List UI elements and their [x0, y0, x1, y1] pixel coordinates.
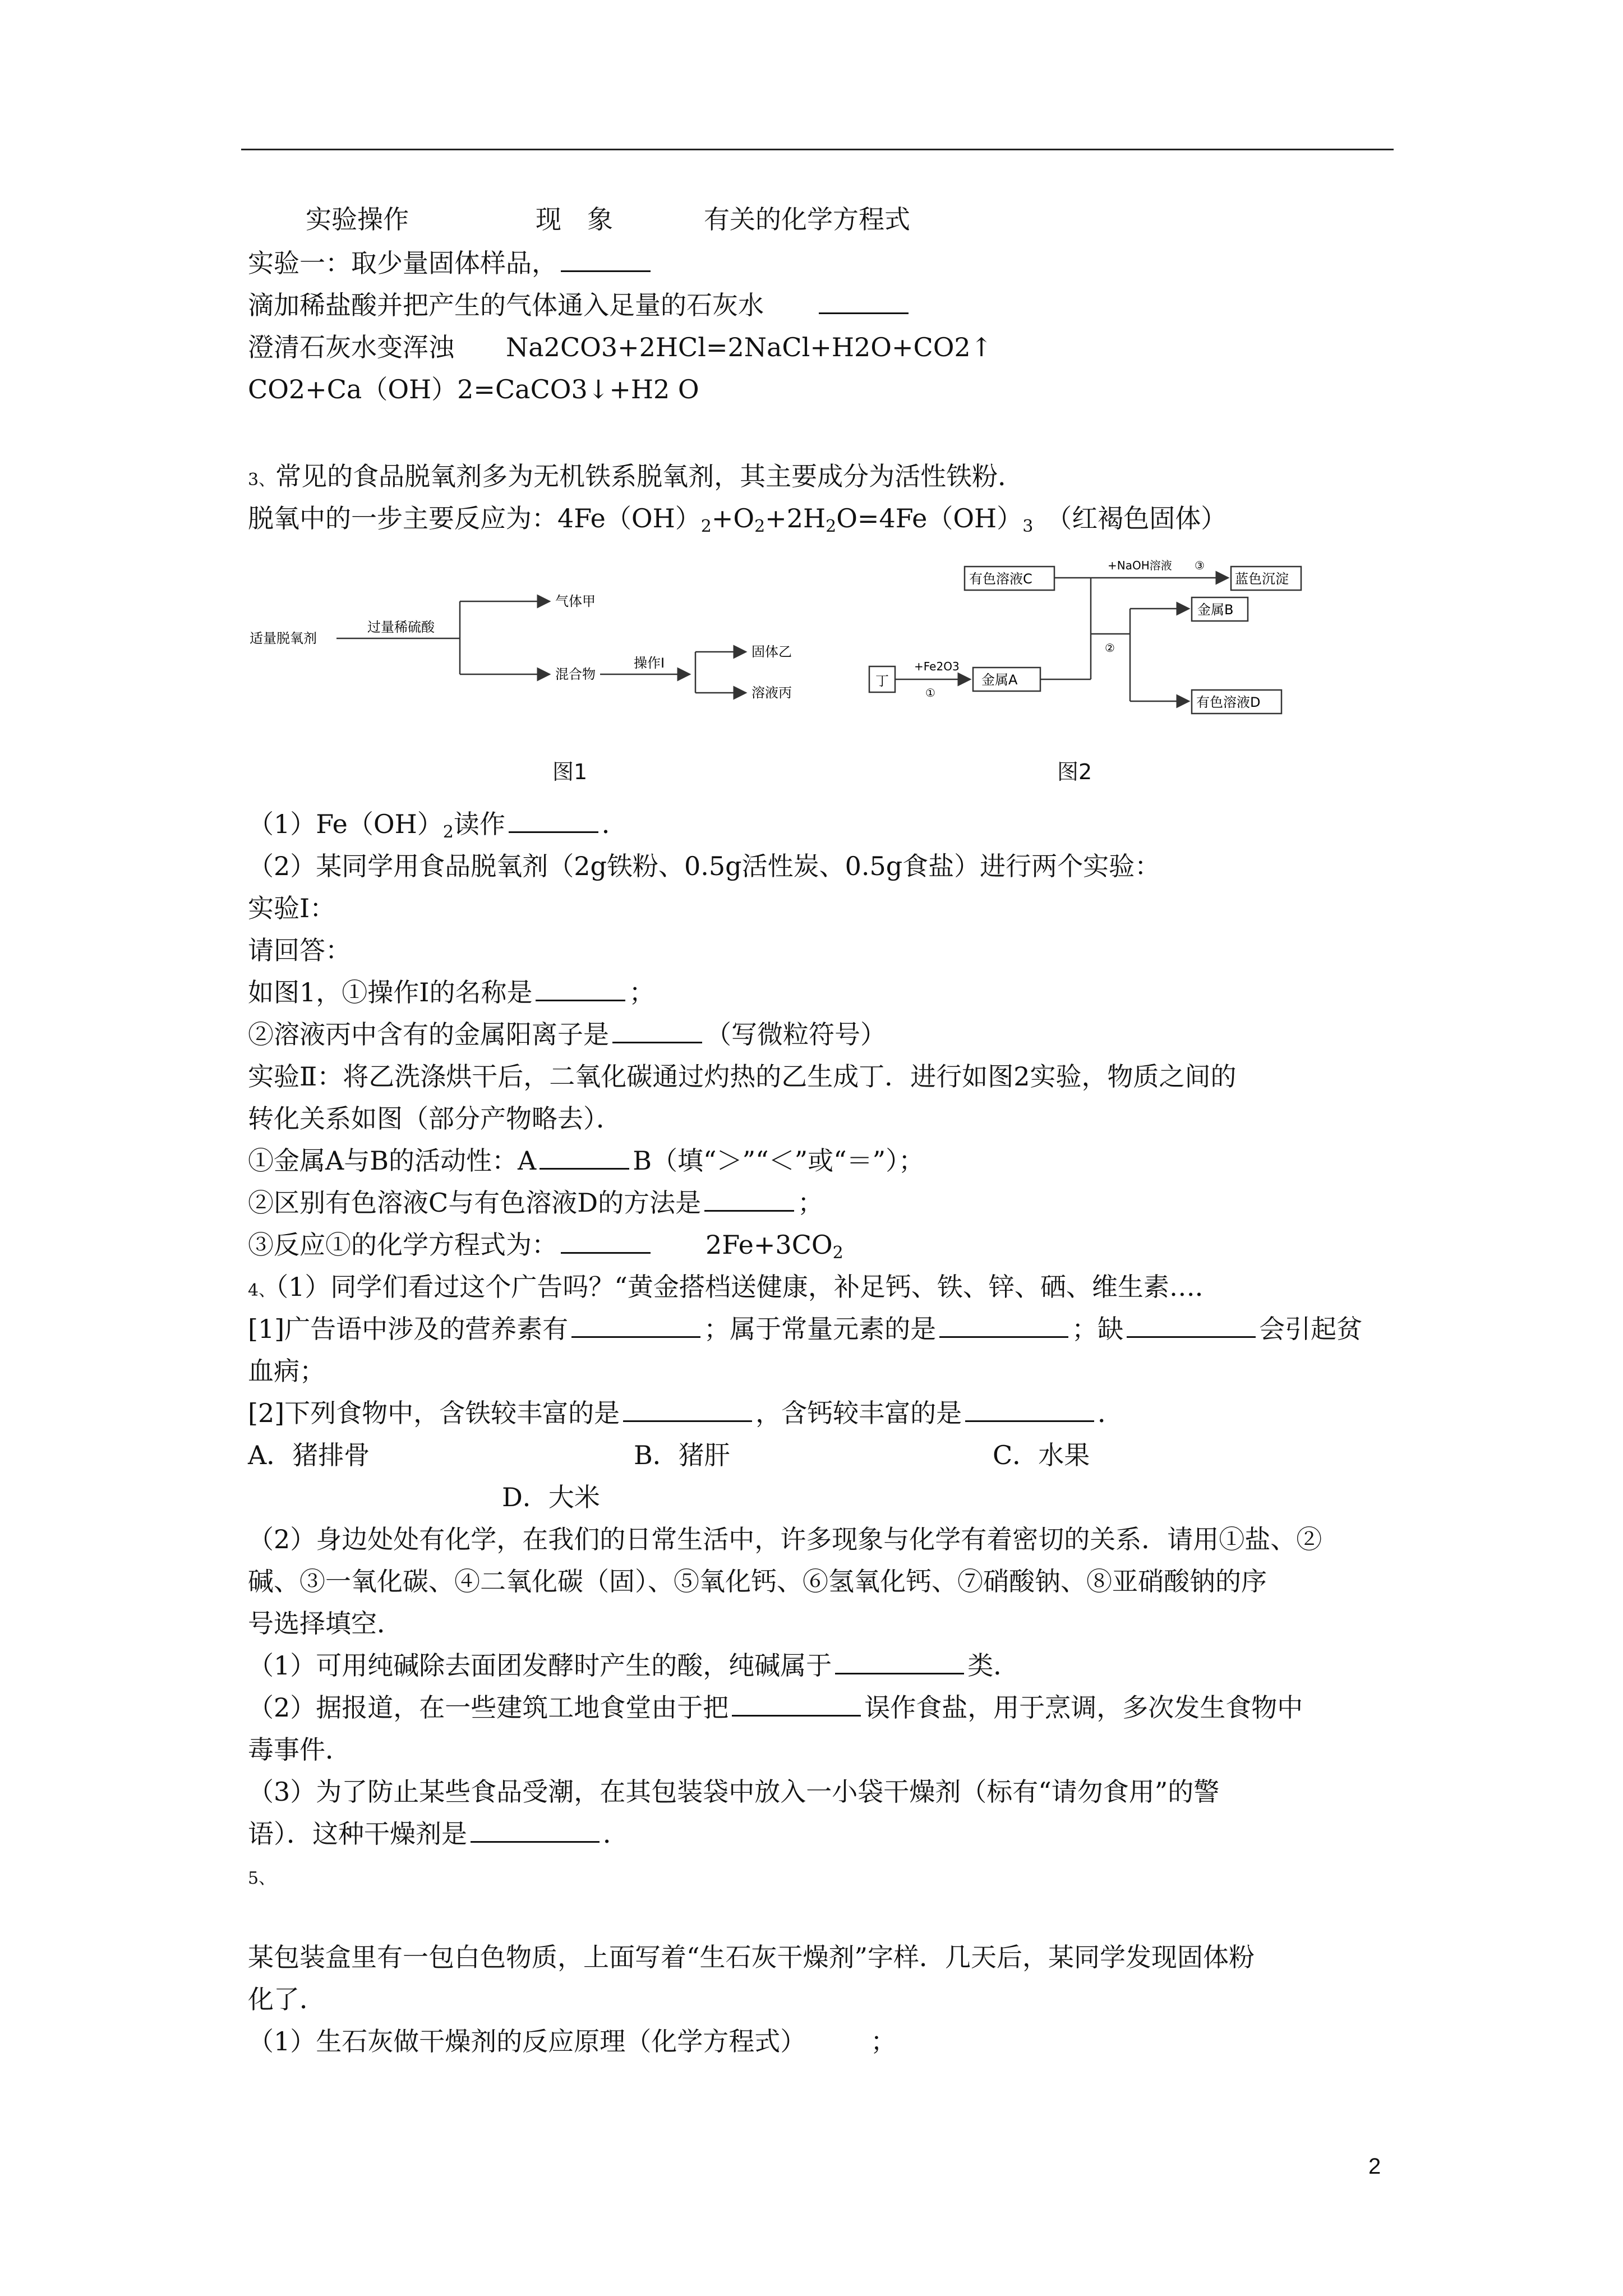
page-number: 2 [1368, 2154, 1381, 2179]
fig2-naoh: +NaOH溶液 [1108, 559, 1172, 572]
question-5-number: 5、 [248, 1869, 276, 1888]
col-header-operation: 实验操作 [306, 204, 409, 234]
figures-diagram [241, 550, 1307, 802]
exp2-line2: 转化关系如图（部分产物略去）． [248, 1103, 622, 1134]
fig1-op: 操作Ⅰ [634, 655, 665, 671]
fig2-step2: ② [1105, 641, 1115, 655]
fig1-solid: 固体乙 [751, 644, 792, 660]
text-line: 实验一：取少量固体样品， [248, 247, 654, 279]
fig2-metal-b: 金属B [1197, 602, 1234, 618]
fig2-fe2o3: +Fe2O3 [914, 660, 960, 673]
text-line: 滴加稀盐酸并把产生的气体通入足量的石灰水 [248, 289, 912, 321]
equation-line: CO2+Ca（OH）2=CaCO3↓+H2 O [248, 374, 699, 404]
text-line: 澄清石灰水变浑浊 Na2CO3+2HCl=2NaCl+H2O+CO2↑ [248, 332, 993, 362]
col-header-equation: 有关的化学方程式 [704, 204, 910, 234]
exp2-q3: ③反应①的化学方程式为： $2Fe+3CO_2$ [248, 1230, 843, 1263]
q4-sub3-cont: 语）．这种干燥剂是 ． [248, 1819, 629, 1849]
q4-sub2: （2）据报道，在一些建筑工地食堂由于把 误作食盐，用于烹调，多次发生食物中 [248, 1692, 1303, 1723]
fig1-q1: 如图1，①操作Ⅰ的名称是 ； [248, 977, 655, 1007]
fig2-step1: ① [925, 686, 935, 700]
fig1-arrow-label: 过量稀硫酸 [367, 619, 435, 635]
q4-sub1: （1）可用纯碱除去面团发酵时产生的酸，纯碱属于 类． [248, 1650, 1020, 1681]
exp2-line1: 实验Ⅱ：将乙洗涤烘干后，二氧化碳通过灼热的乙生成丁．进行如图2实验，物质之间的 [248, 1061, 1237, 1092]
option-b: B．猪肝 [634, 1440, 730, 1470]
fig2-caption: 图2 [1057, 760, 1092, 784]
fig2-metal-a: 金属A [981, 672, 1018, 688]
fig1-caption: 图1 [552, 760, 588, 784]
exp1-label: 实验Ⅰ： [248, 893, 336, 923]
q4-part2: [2]下列食物中，含铁较丰富的是 ，含钙较丰富的是 ． [248, 1398, 1124, 1428]
q3-part2: （2）某同学用食品脱氧剂（2g铁粉、0.5g活性炭、0.5g食盐）进行两个实验： [248, 851, 1161, 881]
col-header-phenomenon: 现 象 [536, 204, 613, 234]
q4-part1: [1]广告语中涉及的营养素有 ；属于常量元素的是 ；缺 会引起贫 [248, 1314, 1363, 1344]
question-3-intro: 3、常见的食品脱氧剂多为无机铁系脱氧剂，其主要成分为活性铁粉． [248, 461, 1024, 491]
q4-p2-line2: 碱、③一氧化碳、④二氧化碳（固）、⑤氧化钙、⑥氢氧化钙、⑦硝酸钠、⑧亚硝酸钠的序 [248, 1566, 1267, 1596]
q5-part1: （1）生石灰做干燥剂的反应原理（化学方程式） ； [248, 2026, 897, 2056]
fig2-solution-d: 有色溶液D [1196, 694, 1261, 710]
fig1-mix: 混合物 [555, 666, 596, 682]
q5-line1: 某包装盒里有一包白色物质，上面写着“生石灰干燥剂”字样．几天后，某同学发现固体粉 [248, 1942, 1255, 1972]
question-4-intro: 4、（1）同学们看过这个广告吗？“黄金搭档送健康，补足钙、铁、锌、硒、维生素…． [248, 1272, 1221, 1302]
fig1-start: 适量脱氧剂 [250, 631, 317, 646]
q5-line2: 化了． [248, 1984, 325, 2014]
q4-sub2-cont: 毒事件． [248, 1734, 351, 1765]
fig2-step3: ③ [1195, 559, 1205, 572]
top-rule [241, 149, 1394, 150]
q4-p2-line3: 号选择填空． [248, 1608, 403, 1639]
q4-part1-cont: 血病； [248, 1356, 325, 1386]
option-d: D．大米 [502, 1482, 600, 1512]
fig2-solution-c: 有色溶液C [969, 571, 1032, 587]
fig1-solution: 溶液丙 [751, 685, 792, 701]
fig2-ding: 丁 [875, 673, 889, 689]
exp2-q1: ①金属A与B的活动性：A B（填“＞”“＜”或“＝”）； [248, 1145, 925, 1176]
option-c: C．水果 [993, 1440, 1090, 1470]
fig1-gas: 气体甲 [555, 593, 596, 609]
q4-p2-line1: （2）身边处处有化学，在我们的日常生活中，许多现象与化学有着密切的关系．请用①盐、② [248, 1524, 1322, 1554]
q3-part1: $(1)Fe(OH)_2$读作 ． [248, 809, 628, 842]
q4-sub3: （3）为了防止某些食品受潮，在其包装袋中放入一小袋干燥剂（标有“请勿食用”的警 [248, 1777, 1220, 1807]
answer-label: 请回答： [248, 935, 351, 965]
question-3-reaction: 脱氧中的一步主要反应为：$4Fe(OH)_2+O_2+2H_2O=4Fe(OH)_3$ （红褐色固体） [248, 503, 1227, 536]
fig2-precipitate: 蓝色沉淀 [1235, 571, 1289, 587]
option-a: A．猪排骨 [248, 1440, 370, 1470]
exp2-q2: ②区别有色溶液C与有色溶液D的方法是 ； [248, 1188, 824, 1218]
fig1-q2: ②溶液丙中含有的金属阳离子是 （写微粒符号） [248, 1019, 886, 1050]
